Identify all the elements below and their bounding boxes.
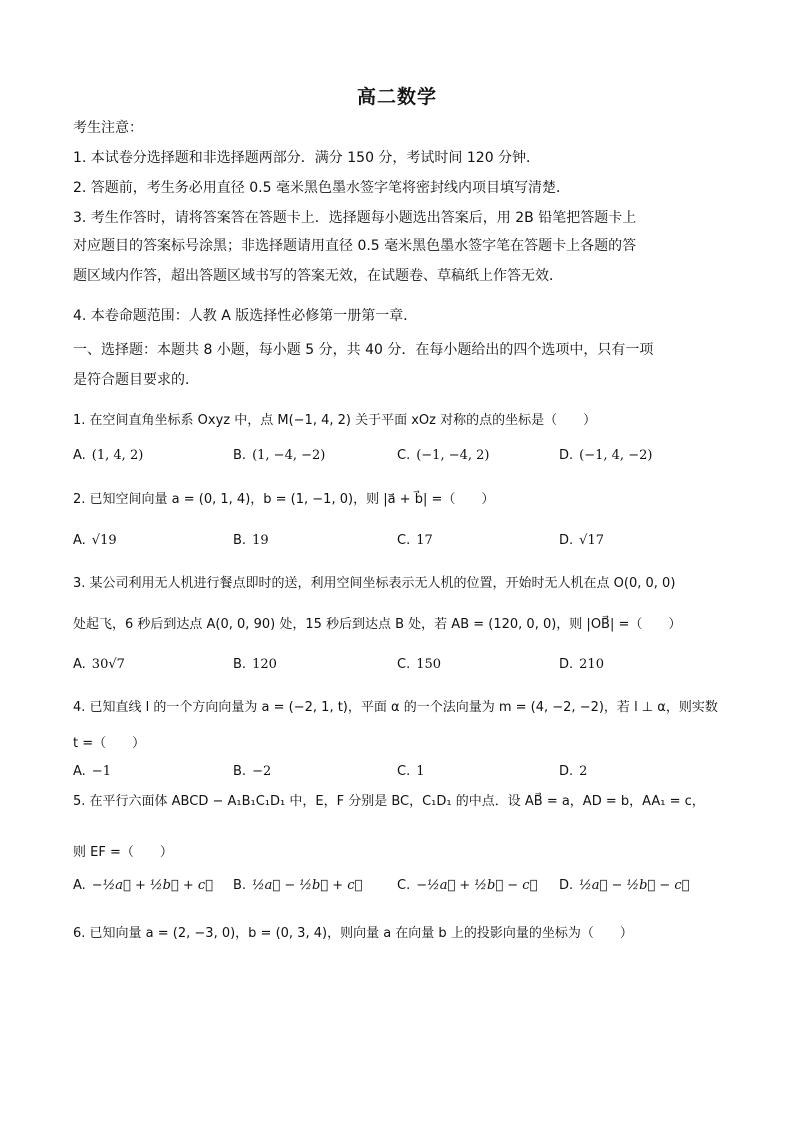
question-4-option-b[interactable]: B. −2	[233, 764, 272, 779]
question-3-option-d[interactable]: D. 210	[559, 657, 604, 672]
question-2-option-a[interactable]: A. √19	[73, 533, 117, 548]
question-1-option-d[interactable]: D. (−1, 4, −2)	[559, 448, 653, 463]
question-2-option-d[interactable]: D. √17	[559, 533, 604, 548]
question-4-stem-cont: t =（ ）	[73, 736, 146, 751]
question-5-stem-cont: 则 EF =（ ）	[73, 845, 173, 860]
question-1-option-b[interactable]: B. (1, −4, −2)	[233, 448, 326, 463]
question-3-option-a[interactable]: A. 30√7	[73, 657, 125, 672]
question-3-stem: 3. 某公司利用无人机进行餐点即时的送，利用空间坐标表示无人机的位置，开始时无人机在点 O(0, 0, 0)	[73, 576, 676, 591]
notice-item-1: 1. 本试卷分选择题和非选择题两部分．满分 150 分，考试时间 120 分钟．	[73, 150, 541, 166]
notice-heading: 考生注意：	[73, 120, 143, 136]
notice-item-3-cont: 对应题目的答案标号涂黑；非选择题请用直径 0.5 毫米黑色墨水签字笔在答题卡上各题的答	[73, 238, 637, 254]
section-heading-cont: 是符合题目要求的．	[73, 372, 199, 388]
question-2-stem: 2. 已知空间向量 a = (0, 1, 4)，b = (1, −1, 0)，则 |a⃗ + b⃗| =（ ）	[73, 492, 495, 507]
question-3-option-b[interactable]: B. 120	[233, 657, 277, 672]
question-6-stem: 6. 已知向量 a = (2, −3, 0)，b = (0, 3, 4)，则向量 a 在向量 b 上的投影向量的坐标为（ ）	[73, 926, 633, 941]
question-1-option-a[interactable]: A. (1, 4, 2)	[73, 448, 144, 463]
question-4-options	[73, 764, 733, 784]
notice-item-4: 4. 本卷命题范围：人教 A 版选择性必修第一册第一章．	[73, 308, 418, 324]
question-5-option-c[interactable]: C. −½a⃗ + ½b⃗ − c⃗	[397, 878, 538, 893]
question-3-option-c[interactable]: C. 150	[397, 657, 442, 672]
question-3-options	[73, 657, 733, 677]
question-5-option-a[interactable]: A. −½a⃗ + ½b⃗ + c⃗	[73, 878, 213, 893]
question-1-option-c[interactable]: C. (−1, −4, 2)	[397, 448, 490, 463]
question-3-stem-cont: 处起飞，6 秒后到达点 A(0, 0, 90) 处，15 秒后到达点 B 处，若 AB = (120, 0, 0)，则 |OB⃗| =（ ）	[73, 617, 682, 632]
question-4-option-a[interactable]: A. −1	[73, 764, 111, 779]
question-1-options	[73, 448, 733, 468]
notice-item-2: 2. 答题前，考生务必用直径 0.5 毫米黑色墨水签字笔将密封线内项目填写清楚．	[73, 180, 570, 196]
question-2-option-b[interactable]: B. 19	[233, 533, 269, 548]
notice-item-3-cont2: 题区域内作答，超出答题区域书写的答案无效，在试题卷、草稿纸上作答无效．	[73, 268, 563, 284]
question-2-option-c[interactable]: C. 17	[397, 533, 433, 548]
question-4-stem: 4. 已知直线 l 的一个方向向量为 a = (−2, 1, t)，平面 α 的一个法向量为 m = (4, −2, −2)，若 l ⊥ α，则实数	[73, 700, 718, 715]
page-title: 高二数学	[356, 86, 437, 108]
question-1-stem: 1. 在空间直角坐标系 Oxyz 中，点 M(−1, 4, 2) 关于平面 xOz 对称的点的坐标是（ ）	[73, 413, 597, 428]
question-2-options	[73, 533, 733, 553]
section-heading: 一、选择题：本题共 8 小题，每小题 5 分，共 40 分．在每小题给出的四个选项中，只有一项	[73, 342, 654, 358]
notice-item-3: 3. 考生作答时，请将答案答在答题卡上．选择题每小题选出答案后，用 2B 铅笔把答题卡上	[73, 210, 637, 226]
question-5-options	[73, 878, 733, 898]
question-4-option-d[interactable]: D. 2	[559, 764, 588, 779]
question-5-option-d[interactable]: D. ½a⃗ − ½b⃗ − c⃗	[559, 878, 690, 893]
question-4-option-c[interactable]: C. 1	[397, 764, 425, 779]
question-5-option-b[interactable]: B. ½a⃗ − ½b⃗ + c⃗	[233, 878, 363, 893]
question-5-stem: 5. 在平行六面体 ABCD − A₁B₁C₁D₁ 中，E，F 分别是 BC，C₁D₁ 的中点．设 AB⃗ = a，AD = b，AA₁ = c，	[73, 794, 705, 809]
